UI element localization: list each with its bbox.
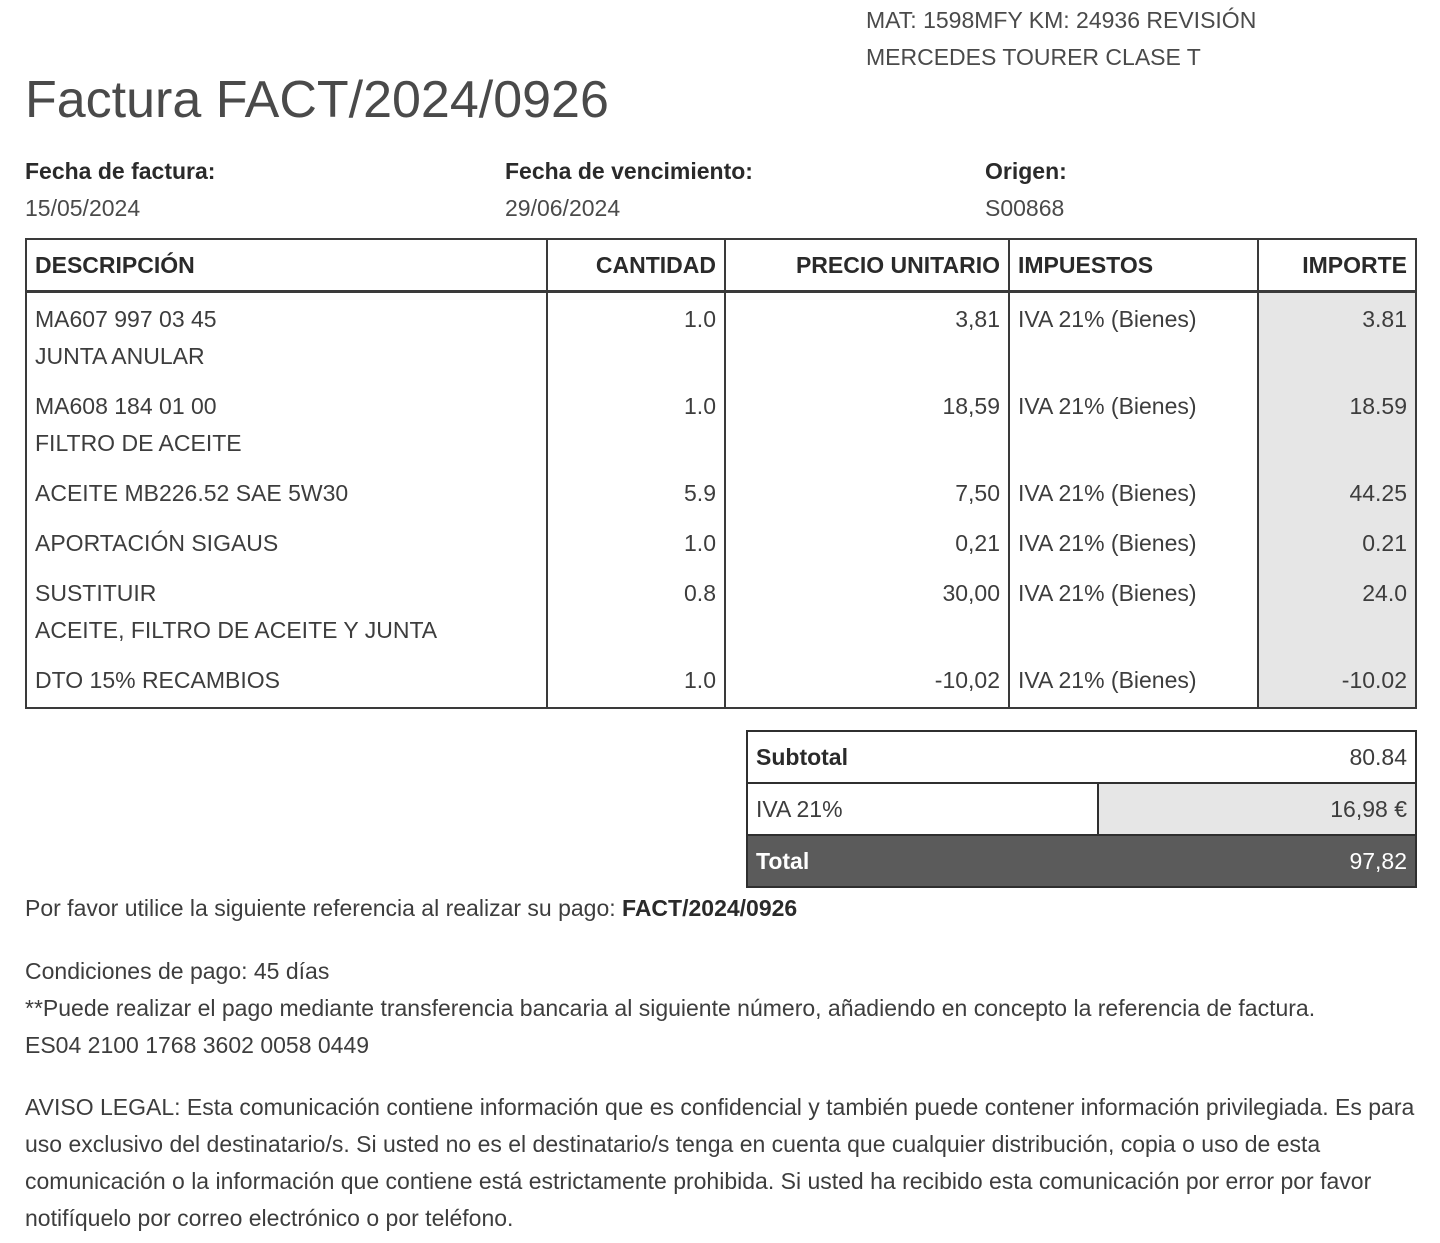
totals-table — [746, 730, 1417, 888]
line-quantity: 0.8 — [547, 575, 725, 662]
vehicle-info — [866, 2, 1256, 76]
line-tax: IVA 21% (Bienes) — [1009, 475, 1258, 525]
header-description: DESCRIPCIÓN — [26, 239, 547, 292]
invoice-date-block — [25, 153, 215, 227]
line-description — [26, 525, 547, 575]
payment-conditions — [25, 953, 1315, 1064]
line-tax: IVA 21% (Bienes) — [1009, 525, 1258, 575]
table-row — [26, 388, 1416, 475]
line-unit-price: -10,02 — [725, 662, 1009, 708]
line-quantity: 1.0 — [547, 662, 725, 708]
line-description — [26, 292, 547, 389]
legal-notice: AVISO LEGAL: Esta comunicación contiene información que es confidencial y también puede contener información privilegiada. Es para uso exclusivo del destinatario/s. Si usted no es el destinatario/s tenga en cuenta que cualquier distribución, copia o uso de esta comunicación o la información que contiene está estrictamente prohibida. Si usted ha recibido esta comunicación por error por favor notifíquelo por correo electrónico o por teléfono. — [25, 1094, 1415, 1231]
header-unit-price: PRECIO UNITARIO — [725, 239, 1009, 292]
line-amount: -10.02 — [1258, 662, 1416, 708]
origin-label: Origen: — [985, 158, 1067, 184]
line-tax: IVA 21% (Bienes) — [1009, 575, 1258, 662]
origin-value: S00868 — [985, 195, 1065, 221]
invoice-date-label: Fecha de factura: — [25, 158, 216, 184]
tax-row — [747, 783, 1416, 835]
line-tax: IVA 21% (Bienes) — [1009, 662, 1258, 708]
payment-terms: Condiciones de pago: 45 días — [25, 958, 330, 984]
iban: ES04 2100 1768 3602 0058 0449 — [25, 1032, 370, 1058]
table-row — [26, 662, 1416, 708]
line-unit-price: 18,59 — [725, 388, 1009, 475]
line-name: ACEITE, FILTRO DE ACEITE Y JUNTA — [35, 617, 438, 643]
due-date-block — [505, 153, 753, 227]
table-row — [26, 475, 1416, 525]
invoice-title: Factura FACT/2024/0926 — [25, 71, 609, 129]
line-description — [26, 662, 547, 708]
total-label: Total — [747, 835, 1098, 887]
table-row — [26, 575, 1416, 662]
line-code: ACEITE MB226.52 SAE 5W30 — [35, 480, 349, 506]
line-code: SUSTITUIR — [35, 580, 157, 606]
due-date-value: 29/06/2024 — [505, 195, 621, 221]
origin-block — [985, 153, 1067, 227]
line-unit-price: 7,50 — [725, 475, 1009, 525]
line-description — [26, 388, 547, 475]
line-amount: 44.25 — [1258, 475, 1416, 525]
vehicle-info-line-2: MERCEDES TOURER CLASE T — [866, 44, 1201, 70]
payment-reference-value: FACT/2024/0926 — [622, 895, 798, 921]
subtotal-value: 80.84 — [1098, 731, 1416, 783]
line-code: APORTACIÓN SIGAUS — [35, 530, 279, 556]
line-unit-price: 0,21 — [725, 525, 1009, 575]
table-row — [26, 292, 1416, 389]
line-amount: 18.59 — [1258, 388, 1416, 475]
transfer-note: **Puede realizar el pago mediante transferencia bancaria al siguiente número, añadiendo en concepto la referencia de factura. — [25, 995, 1316, 1021]
line-amount: 0.21 — [1258, 525, 1416, 575]
line-quantity: 1.0 — [547, 525, 725, 575]
invoice-date-value: 15/05/2024 — [25, 195, 141, 221]
line-description — [26, 575, 547, 662]
line-code: MA608 184 01 00 — [35, 393, 217, 419]
header-quantity: CANTIDAD — [547, 239, 725, 292]
line-name: FILTRO DE ACEITE — [35, 430, 242, 456]
line-tax: IVA 21% (Bienes) — [1009, 388, 1258, 475]
tax-value: 16,98 € — [1098, 783, 1416, 835]
line-name: JUNTA ANULAR — [35, 343, 205, 369]
payment-reference — [25, 890, 797, 927]
line-description — [26, 475, 547, 525]
invoice-lines-table — [25, 238, 1417, 709]
line-unit-price: 30,00 — [725, 575, 1009, 662]
line-code: MA607 997 03 45 — [35, 306, 217, 332]
line-quantity: 5.9 — [547, 475, 725, 525]
line-unit-price: 3,81 — [725, 292, 1009, 389]
table-row — [26, 525, 1416, 575]
total-value: 97,82 — [1098, 835, 1416, 887]
due-date-label: Fecha de vencimiento: — [505, 158, 753, 184]
subtotal-label: Subtotal — [747, 731, 1098, 783]
header-taxes: IMPUESTOS — [1009, 239, 1258, 292]
table-header-row — [26, 239, 1416, 292]
line-quantity: 1.0 — [547, 292, 725, 389]
line-amount: 3.81 — [1258, 292, 1416, 389]
line-tax: IVA 21% (Bienes) — [1009, 292, 1258, 389]
vehicle-info-line-1: MAT: 1598MFY KM: 24936 REVISIÓN — [866, 7, 1257, 33]
line-quantity: 1.0 — [547, 388, 725, 475]
header-amount: IMPORTE — [1258, 239, 1416, 292]
line-code: DTO 15% RECAMBIOS — [35, 667, 280, 693]
subtotal-row — [747, 731, 1416, 783]
total-row — [747, 835, 1416, 887]
tax-label: IVA 21% — [747, 783, 1098, 835]
line-amount: 24.0 — [1258, 575, 1416, 662]
payment-reference-text: Por favor utilice la siguiente referencia al realizar su pago: — [25, 895, 623, 921]
